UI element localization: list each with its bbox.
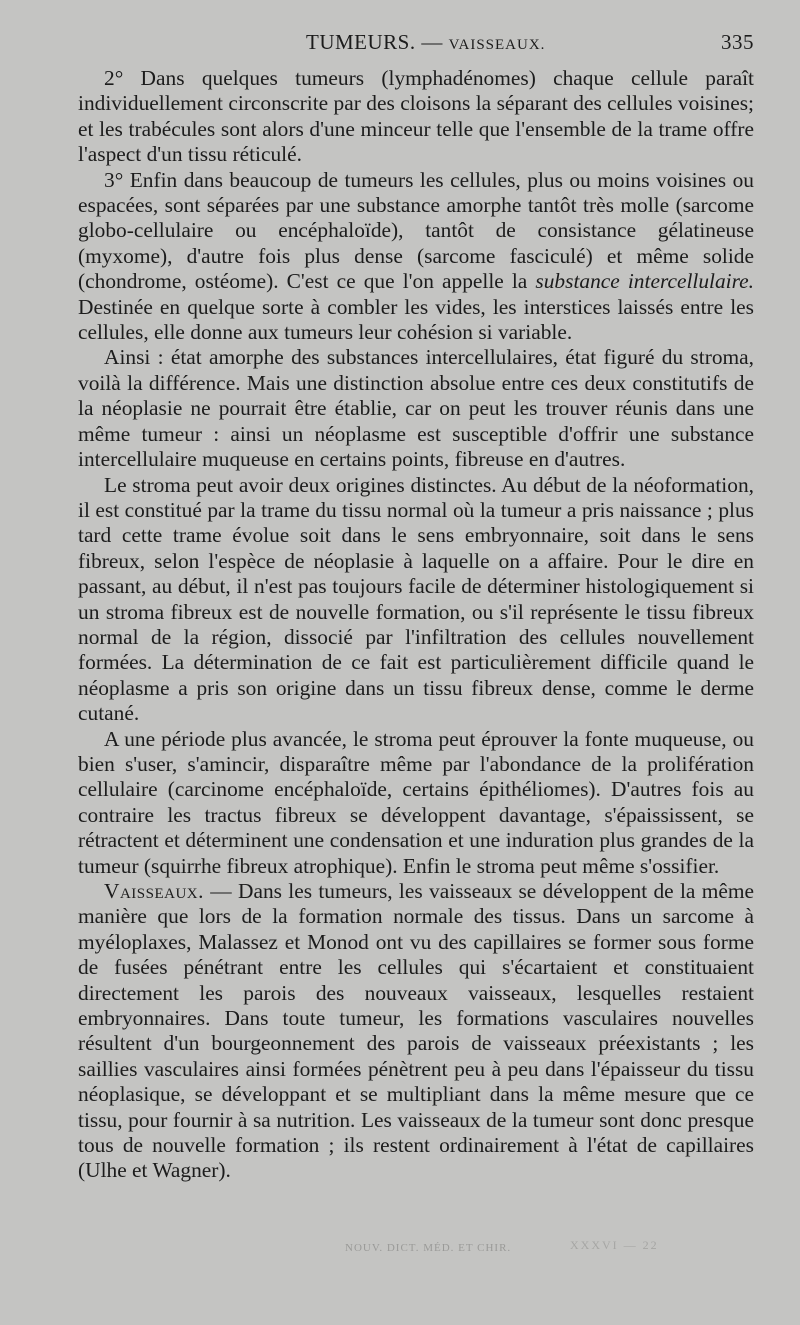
running-head xyxy=(78,30,754,60)
head-subtitle: VAISSEAUX. xyxy=(448,37,546,53)
paragraph-substance-amorphe xyxy=(78,168,754,346)
head-dash: — xyxy=(421,30,443,54)
paragraph-periode-avancee: A une période plus avancée, le stroma peut éprouver la fonte muqueuse, ou bien s'user, s'amincir, disparaître même par l'abondance de la prolifération cellulaire (carcinome encéphaloïde, certains épithéliomes). D'autres fois au contraire les tractus fibreux se développent davantage, s'épaississent, se rétractent et déterminent une condensation et une induration plus grandes de la tumeur (squirrhe fibreux atrophique). Enfin le stroma peut même s'ossifier. xyxy=(78,726,754,878)
paragraph-stroma-origines: Le stroma peut avoir deux origines distinctes. Au début de la néoformation, il est constitué par la trame du tissu normal où la tumeur a pris naissance ; plus tard cette trame évolue soit dans le sens embryonnaire, soit dans le sens fibreux, selon l'espèce de néoplasie à laquelle on a affaire. Pour le dire en passant, au début, il n'est pas toujours facile de déterminer histologiquement si un stroma fibreux est de nouvelle formation, ou s'il représente le tissu fibreux normal de la région, dissocié par l'infiltration des cellules nouvellement formées. La détermination de ce fait est particulièrement difficile quand le néoplasme a pris son origine dans un tissu fibreux dense, comme le derme cutané. xyxy=(78,472,754,726)
paragraph-vaisseaux-text: Dans les tumeurs, les vaisseaux se développent de la même manière que lors de la formation normale des tissus. Dans un sarcome à myéloplaxes, Malassez et Monod ont vu des capillaires se former sous forme de fusées pénétrant entre les cellules qui s'écartaient et constituaient directement les parois des nouveaux vaisseaux, lesquelles restaient embryonnaires. Dans toute tumeur, les formations vasculaires nouvelles résultent d'un bourgeonnement des parois de vaisseaux préexistants ; les saillies vasculaires ainsi formées pénètrent peu à peu dans l'épaisseur du tissu néoplasique, se développant et se multipliant dans la même mesure que ce tissu, pour fournir à sa nutrition. Les vaisseaux de la tumeur sont donc presque tous de nouvelle formation ; ils restent ordinairement à l'état de capillaires (Ulhe et Wagner). xyxy=(78,879,754,1183)
section-heading-vaisseaux: Vaisseaux. xyxy=(104,879,204,903)
paragraph-substance-amorphe-tail: Destinée en quelque sorte à combler les vides, les interstices laissés entre les cellules, elle donne aux tumeurs leur cohésion si variable. xyxy=(78,294,754,345)
paragraph-substance-amorphe-text: 3° Enfin dans beaucoup de tumeurs les cellules, plus ou moins voisines ou espacées, sont séparées par une substance amorphe tantôt très molle (sarcome globo-cellulaire ou encéphaloïde), tantôt de consistance gélatineuse (myxome), d'autre fois plus dense (sarcome fasciculé) et même solide (chondrome, ostéome). C'est ce que l'on appelle la xyxy=(78,167,754,294)
page-number: 335 xyxy=(721,30,754,54)
paragraph-vaisseaux xyxy=(78,879,754,1184)
body-text xyxy=(78,66,754,1184)
vaisseaux-dash: — xyxy=(203,879,238,903)
footer-signature: XXXVI — 22 xyxy=(570,1238,659,1252)
head-title-text: TUMEURS. xyxy=(306,30,416,54)
emphasis-substance-intercellulaire: substance intercellulaire. xyxy=(535,269,754,294)
paragraph-lymphadenomes: 2° Dans quelques tumeurs (lymphadénomes) chaque cellule paraît individuellement circonscrite par des cloisons la séparant des cellules voisines; et les trabécules sont alors d'une minceur telle que l'ensemble de la trame offre l'aspect d'un tissu réticulé. xyxy=(78,66,754,167)
paragraph-ainsi: Ainsi : état amorphe des substances intercellulaires, état figuré du stroma, voilà la différence. Mais une distinction absolue entre ces deux constitutifs de la néoplasie ne pourrait être établie, car on peut les trouver réunis dans une même tumeur : ainsi un néoplasme est susceptible d'offrir une substance intercellulaire muqueuse en certains points, fibreuse en d'autres. xyxy=(78,345,754,472)
footer-note: NOUV. DICT. MÉD. ET CHIR. xyxy=(345,1242,512,1254)
running-head-title xyxy=(306,30,545,55)
